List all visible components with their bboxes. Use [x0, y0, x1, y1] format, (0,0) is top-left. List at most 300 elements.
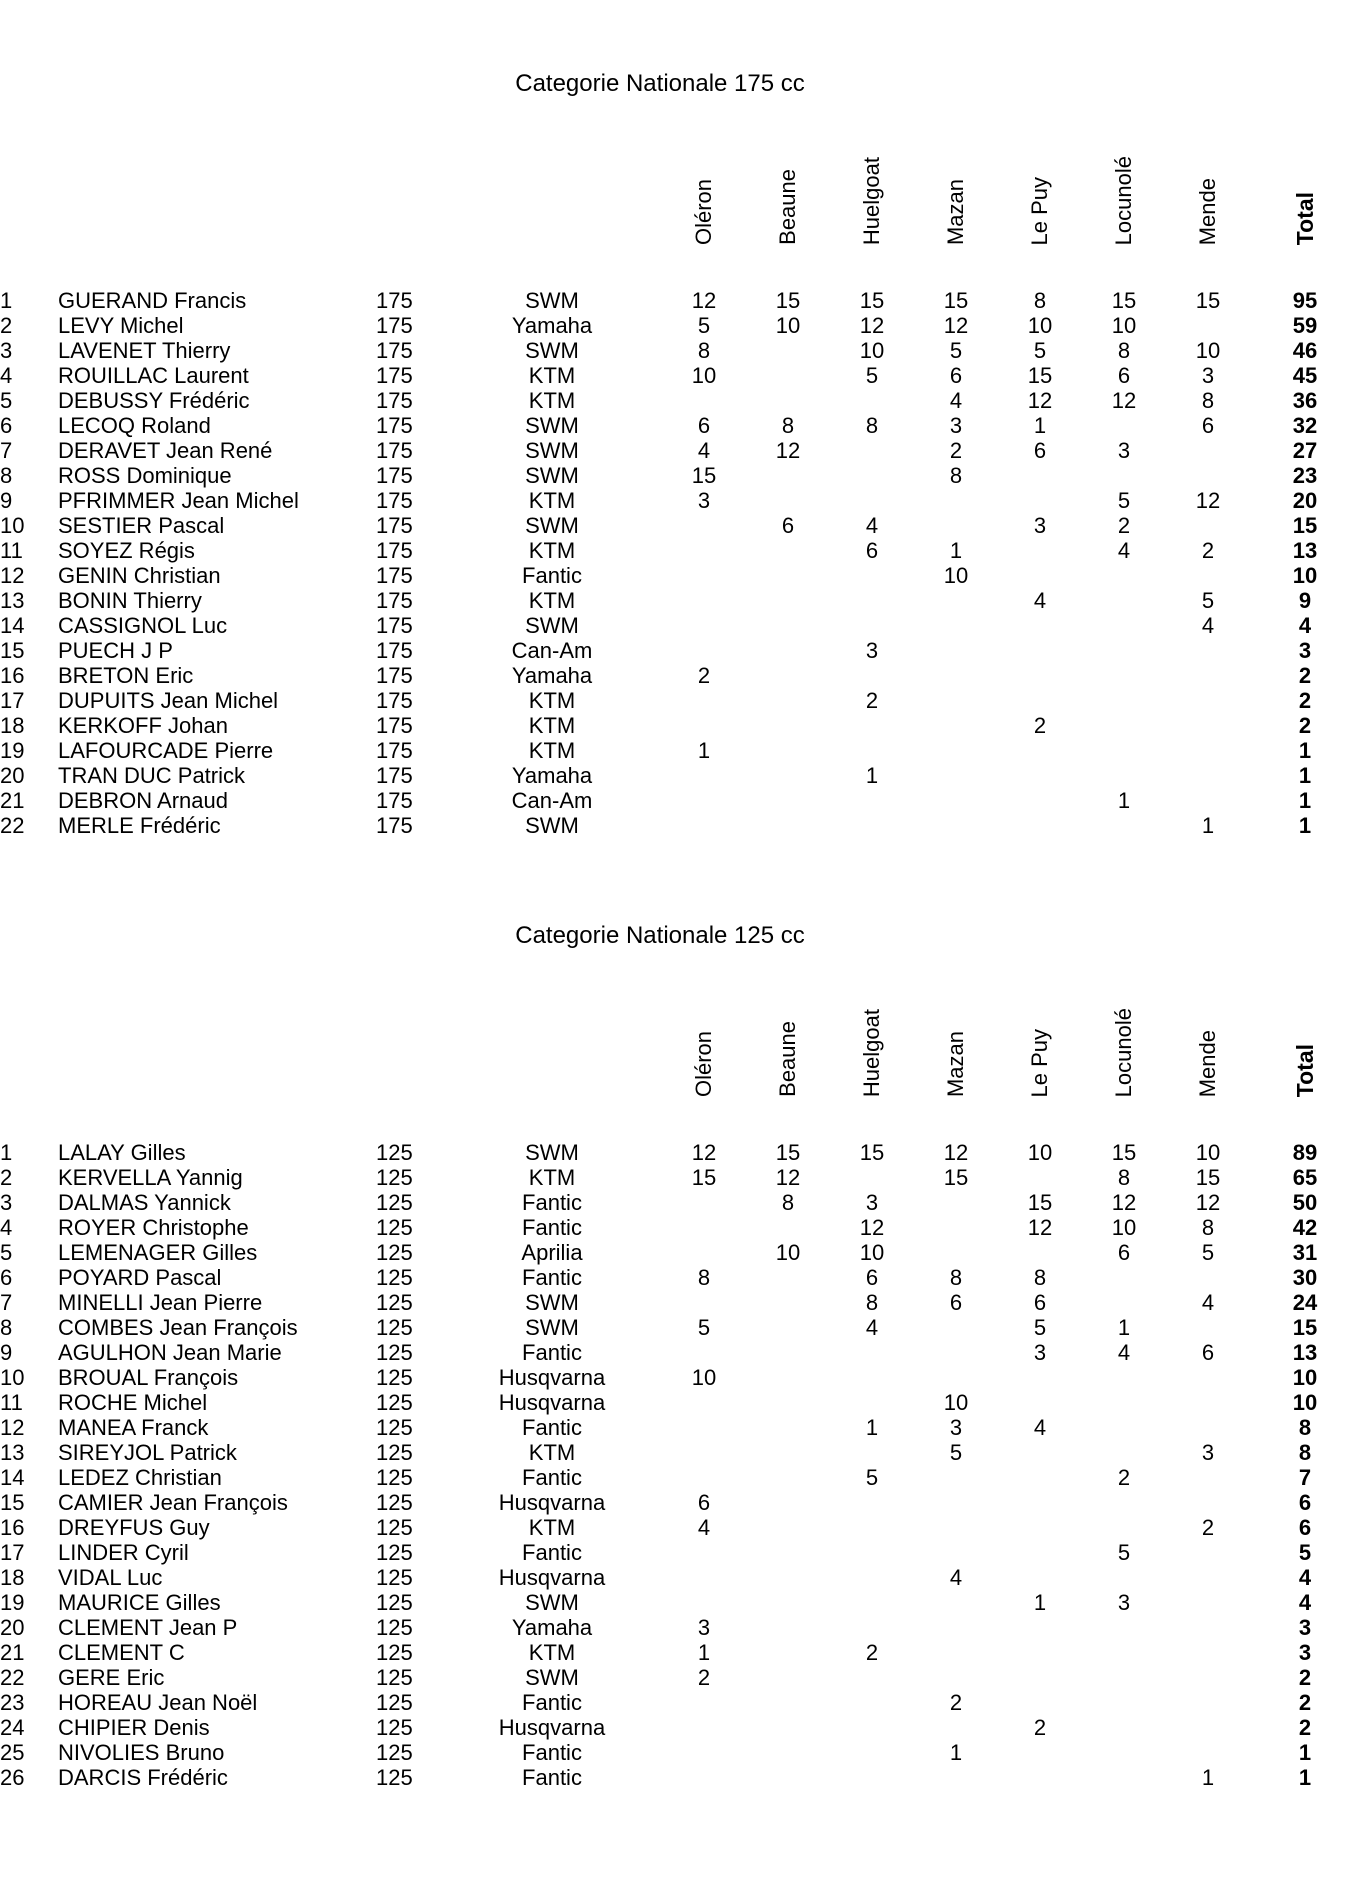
points-cell: 3	[865, 1190, 879, 1215]
points-cell: 5	[697, 1315, 711, 1340]
table-row	[0, 563, 1366, 588]
displacement-cell: 175	[376, 688, 413, 713]
total-cell: 46	[1292, 338, 1318, 363]
displacement-cell: 125	[376, 1415, 413, 1440]
points-cell: 6	[781, 513, 795, 538]
total-cell: 1	[1298, 738, 1312, 763]
points-cell: 4	[1033, 588, 1047, 613]
displacement-cell: 175	[376, 288, 413, 313]
section-title: Categorie Nationale 175 cc	[515, 70, 805, 97]
manufacturer-cell: SWM	[525, 1315, 579, 1340]
points-cell: 6	[1033, 1290, 1047, 1315]
manufacturer-cell: KTM	[528, 588, 576, 613]
points-cell: 5	[1201, 588, 1215, 613]
points-cell: 4	[1117, 1340, 1131, 1365]
rider-name-cell: GERE Eric	[58, 1665, 165, 1690]
points-cell: 10	[943, 1390, 969, 1415]
col-header: Mazan	[943, 1030, 968, 1097]
table-row	[0, 1290, 1366, 1315]
points-cell: 6	[697, 413, 711, 438]
points-cell: 6	[697, 1490, 711, 1515]
rank-cell: 22	[0, 813, 25, 838]
points-cell: 2	[865, 1640, 879, 1665]
rider-name-cell: LAFOURCADE Pierre	[58, 738, 274, 763]
rank-cell: 14	[0, 1465, 25, 1490]
rank-cell: 4	[0, 363, 13, 388]
manufacturer-cell: KTM	[528, 713, 576, 738]
total-cell: 7	[1298, 1465, 1312, 1490]
rider-name-cell: MANEA Franck	[58, 1415, 209, 1440]
points-cell: 1	[1117, 788, 1131, 813]
manufacturer-cell: KTM	[528, 1515, 576, 1540]
rank-cell: 3	[0, 338, 13, 363]
displacement-cell: 125	[376, 1740, 413, 1765]
table-row	[0, 1740, 1366, 1765]
points-cell: 15	[943, 288, 969, 313]
displacement-cell: 125	[376, 1265, 413, 1290]
total-cell: 45	[1292, 363, 1318, 388]
displacement-cell: 125	[376, 1640, 413, 1665]
points-cell: 15	[691, 463, 717, 488]
displacement-cell: 175	[376, 463, 413, 488]
points-cell: 6	[949, 1290, 963, 1315]
points-cell: 15	[1195, 1165, 1221, 1190]
points-cell: 8	[1117, 338, 1131, 363]
rank-cell: 1	[0, 288, 13, 313]
table-row	[0, 1140, 1366, 1165]
table-row	[0, 688, 1366, 713]
table-row	[0, 1690, 1366, 1715]
displacement-cell: 175	[376, 663, 413, 688]
table-row	[0, 1765, 1366, 1790]
table-row	[0, 1715, 1366, 1740]
points-cell: 4	[697, 438, 711, 463]
total-cell: 1	[1298, 1740, 1312, 1765]
table-row	[0, 1415, 1366, 1440]
points-cell: 8	[949, 1265, 963, 1290]
points-cell: 15	[775, 288, 801, 313]
col-header-total: Total	[1291, 191, 1318, 245]
rank-cell: 20	[0, 1615, 25, 1640]
rank-cell: 17	[0, 688, 25, 713]
displacement-cell: 175	[376, 413, 413, 438]
total-cell: 32	[1292, 413, 1318, 438]
points-cell: 15	[1111, 288, 1137, 313]
manufacturer-cell: KTM	[528, 738, 576, 763]
rider-name-cell: SOYEZ Régis	[58, 538, 195, 563]
manufacturer-cell: SWM	[525, 438, 579, 463]
points-cell: 1	[1201, 813, 1215, 838]
table-row	[0, 288, 1366, 313]
table-row	[0, 713, 1366, 738]
points-cell: 12	[691, 288, 717, 313]
rank-cell: 18	[0, 1565, 25, 1590]
table-row	[0, 413, 1366, 438]
col-header: Mende	[1195, 177, 1220, 245]
points-cell: 8	[865, 1290, 879, 1315]
rank-cell: 8	[0, 1315, 13, 1340]
table-row	[0, 538, 1366, 563]
points-cell: 5	[1117, 1540, 1131, 1565]
points-cell: 15	[859, 288, 885, 313]
points-cell: 5	[1033, 338, 1047, 363]
table-row	[0, 813, 1366, 838]
points-cell: 3	[1201, 1440, 1215, 1465]
displacement-cell: 125	[376, 1590, 413, 1615]
points-cell: 8	[1117, 1165, 1131, 1190]
points-cell: 12	[943, 1140, 969, 1165]
table-row	[0, 438, 1366, 463]
total-cell: 89	[1292, 1140, 1318, 1165]
total-cell: 50	[1292, 1190, 1318, 1215]
rank-cell: 2	[0, 313, 13, 338]
displacement-cell: 125	[376, 1190, 413, 1215]
points-cell: 2	[1033, 1715, 1047, 1740]
manufacturer-cell: KTM	[528, 363, 576, 388]
manufacturer-cell: KTM	[528, 1165, 576, 1190]
points-cell: 4	[1033, 1415, 1047, 1440]
total-cell: 3	[1298, 1640, 1312, 1665]
displacement-cell: 175	[376, 713, 413, 738]
displacement-cell: 125	[376, 1240, 413, 1265]
rider-name-cell: ROCHE Michel	[58, 1390, 208, 1415]
points-cell: 8	[697, 338, 711, 363]
rider-name-cell: AGULHON Jean Marie	[58, 1340, 282, 1365]
manufacturer-cell: Husqvarna	[498, 1715, 606, 1740]
displacement-cell: 125	[376, 1615, 413, 1640]
manufacturer-cell: Fantic	[522, 1265, 582, 1290]
manufacturer-cell: KTM	[528, 488, 576, 513]
points-cell: 12	[1111, 1190, 1137, 1215]
points-cell: 15	[691, 1165, 717, 1190]
displacement-cell: 175	[376, 763, 413, 788]
rank-cell: 15	[0, 1490, 25, 1515]
manufacturer-cell: KTM	[528, 538, 576, 563]
displacement-cell: 125	[376, 1315, 413, 1340]
points-cell: 3	[1117, 438, 1131, 463]
rank-cell: 2	[0, 1165, 13, 1190]
points-cell: 6	[1117, 363, 1131, 388]
total-cell: 10	[1292, 563, 1318, 588]
points-cell: 3	[697, 1615, 711, 1640]
points-cell: 4	[1201, 1290, 1215, 1315]
points-cell: 5	[1033, 1315, 1047, 1340]
points-cell: 5	[865, 1465, 879, 1490]
total-cell: 2	[1298, 1715, 1312, 1740]
total-cell: 3	[1298, 1615, 1312, 1640]
displacement-cell: 125	[376, 1515, 413, 1540]
manufacturer-cell: Husqvarna	[498, 1390, 606, 1415]
points-cell: 15	[1027, 1190, 1053, 1215]
points-cell: 4	[865, 1315, 879, 1340]
table-row	[0, 1565, 1366, 1590]
manufacturer-cell: Fantic	[522, 1540, 582, 1565]
col-header: Huelgoat	[859, 1008, 884, 1097]
points-cell: 1	[1033, 1590, 1047, 1615]
points-cell: 6	[949, 363, 963, 388]
points-cell: 12	[1111, 388, 1137, 413]
total-cell: 15	[1292, 1315, 1318, 1340]
points-cell: 6	[1117, 1240, 1131, 1265]
points-cell: 3	[697, 488, 711, 513]
table-row	[0, 638, 1366, 663]
displacement-cell: 175	[376, 363, 413, 388]
rank-cell: 20	[0, 763, 25, 788]
displacement-cell: 175	[376, 613, 413, 638]
points-cell: 8	[865, 413, 879, 438]
displacement-cell: 125	[376, 1565, 413, 1590]
displacement-cell: 125	[376, 1365, 413, 1390]
rank-cell: 1	[0, 1140, 13, 1165]
manufacturer-cell: Fantic	[522, 1190, 582, 1215]
rider-name-cell: HOREAU Jean Noël	[58, 1690, 258, 1715]
displacement-cell: 125	[376, 1440, 413, 1465]
rank-cell: 26	[0, 1765, 25, 1790]
rider-name-cell: GENIN Christian	[58, 563, 221, 588]
points-cell: 3	[1033, 1340, 1047, 1365]
points-cell: 10	[943, 563, 969, 588]
displacement-cell: 175	[376, 813, 413, 838]
manufacturer-cell: Fantic	[522, 1765, 582, 1790]
displacement-cell: 125	[376, 1140, 413, 1165]
points-cell: 12	[859, 1215, 885, 1240]
displacement-cell: 175	[376, 438, 413, 463]
points-cell: 12	[1027, 1215, 1053, 1240]
rank-cell: 11	[0, 538, 23, 563]
total-cell: 8	[1298, 1415, 1312, 1440]
points-cell: 10	[775, 1240, 801, 1265]
displacement-cell: 175	[376, 638, 413, 663]
total-cell: 15	[1292, 513, 1318, 538]
table-row	[0, 1365, 1366, 1390]
rank-cell: 10	[0, 1365, 25, 1390]
table-row	[0, 1515, 1366, 1540]
total-cell: 6	[1298, 1515, 1312, 1540]
rider-name-cell: COMBES Jean François	[58, 1315, 298, 1340]
total-cell: 6	[1298, 1490, 1312, 1515]
total-cell: 13	[1292, 538, 1318, 563]
points-cell: 10	[859, 338, 885, 363]
total-cell: 42	[1292, 1215, 1318, 1240]
rank-cell: 16	[0, 663, 25, 688]
points-cell: 3	[1117, 1590, 1131, 1615]
rider-name-cell: BONIN Thierry	[58, 588, 202, 613]
total-cell: 13	[1292, 1340, 1318, 1365]
points-cell: 10	[1111, 313, 1137, 338]
points-cell: 12	[775, 1165, 801, 1190]
col-header: Locunolé	[1111, 155, 1136, 245]
table-row	[0, 463, 1366, 488]
table-row	[0, 388, 1366, 413]
manufacturer-cell: SWM	[525, 288, 579, 313]
table-row	[0, 1590, 1366, 1615]
total-cell: 4	[1298, 1565, 1312, 1590]
points-cell: 12	[691, 1140, 717, 1165]
table-row	[0, 1440, 1366, 1465]
rank-cell: 8	[0, 463, 13, 488]
rider-name-cell: KERVELLA Yannig	[58, 1165, 243, 1190]
points-cell: 5	[1201, 1240, 1215, 1265]
rider-name-cell: BROUAL François	[58, 1365, 239, 1390]
table-row	[0, 1640, 1366, 1665]
total-cell: 1	[1298, 788, 1312, 813]
rank-cell: 7	[0, 1290, 13, 1315]
rank-cell: 4	[0, 1215, 13, 1240]
manufacturer-cell: SWM	[525, 1140, 579, 1165]
total-cell: 2	[1298, 663, 1312, 688]
rider-name-cell: SESTIER Pascal	[58, 513, 225, 538]
rank-cell: 13	[0, 588, 25, 613]
points-cell: 6	[1033, 438, 1047, 463]
points-cell: 8	[1201, 388, 1215, 413]
manufacturer-cell: Husqvarna	[498, 1565, 606, 1590]
points-cell: 3	[1033, 513, 1047, 538]
table-row	[0, 613, 1366, 638]
col-header: Oléron	[691, 178, 716, 245]
total-cell: 10	[1292, 1365, 1318, 1390]
manufacturer-cell: Yamaha	[511, 763, 593, 788]
rank-cell: 21	[0, 788, 25, 813]
total-cell: 36	[1292, 388, 1318, 413]
rank-cell: 16	[0, 1515, 25, 1540]
total-cell: 2	[1298, 713, 1312, 738]
table-row	[0, 1315, 1366, 1340]
manufacturer-cell: SWM	[525, 463, 579, 488]
points-cell: 2	[697, 1665, 711, 1690]
table-row	[0, 1490, 1366, 1515]
rider-name-cell: MAURICE Gilles	[58, 1590, 221, 1615]
rank-cell: 19	[0, 738, 25, 763]
rider-name-cell: LINDER Cyril	[58, 1540, 189, 1565]
total-cell: 23	[1292, 463, 1318, 488]
col-header: Le Puy	[1027, 176, 1052, 245]
points-cell: 6	[1201, 1340, 1215, 1365]
rider-name-cell: POYARD Pascal	[58, 1265, 222, 1290]
points-cell: 5	[949, 338, 963, 363]
total-cell: 20	[1292, 488, 1318, 513]
rank-cell: 25	[0, 1740, 25, 1765]
rider-name-cell: VIDAL Luc	[58, 1565, 163, 1590]
points-cell: 8	[1033, 1265, 1047, 1290]
manufacturer-cell: Fantic	[522, 1740, 582, 1765]
points-cell: 1	[1117, 1315, 1131, 1340]
table-row	[0, 488, 1366, 513]
manufacturer-cell: SWM	[525, 1590, 579, 1615]
total-cell: 4	[1298, 613, 1312, 638]
points-cell: 3	[949, 413, 963, 438]
rank-cell: 5	[0, 388, 13, 413]
col-header: Mende	[1195, 1029, 1220, 1097]
points-cell: 4	[1201, 613, 1215, 638]
col-header: Huelgoat	[859, 156, 884, 245]
points-cell: 10	[1195, 1140, 1221, 1165]
points-cell: 15	[1027, 363, 1053, 388]
manufacturer-cell: Can-Am	[511, 788, 593, 813]
rider-name-cell: CHIPIER Denis	[58, 1715, 210, 1740]
manufacturer-cell: SWM	[525, 1290, 579, 1315]
rank-cell: 11	[0, 1390, 23, 1415]
displacement-cell: 125	[376, 1715, 413, 1740]
rider-name-cell: DALMAS Yannick	[58, 1190, 231, 1215]
rank-cell: 5	[0, 1240, 13, 1265]
points-cell: 4	[949, 388, 963, 413]
points-cell: 3	[865, 638, 879, 663]
points-cell: 2	[949, 438, 963, 463]
table-row	[0, 338, 1366, 363]
rider-name-cell: CLEMENT C	[58, 1640, 185, 1665]
manufacturer-cell: Fantic	[522, 1340, 582, 1365]
manufacturer-cell: SWM	[525, 513, 579, 538]
points-cell: 4	[949, 1565, 963, 1590]
rank-cell: 14	[0, 613, 25, 638]
table-row	[0, 1390, 1366, 1415]
points-cell: 1	[949, 1740, 963, 1765]
displacement-cell: 125	[376, 1665, 413, 1690]
section-title: Categorie Nationale 125 cc	[515, 922, 805, 949]
col-header-total: Total	[1291, 1043, 1318, 1097]
table-row	[0, 1465, 1366, 1490]
points-cell: 6	[1201, 413, 1215, 438]
manufacturer-cell: KTM	[528, 388, 576, 413]
points-cell: 2	[1117, 1465, 1131, 1490]
rank-cell: 22	[0, 1665, 25, 1690]
rider-name-cell: LECOQ Roland	[58, 413, 211, 438]
displacement-cell: 175	[376, 388, 413, 413]
points-cell: 15	[859, 1140, 885, 1165]
points-cell: 8	[1033, 288, 1047, 313]
rider-name-cell: MINELLI Jean Pierre	[58, 1290, 263, 1315]
total-cell: 1	[1298, 1765, 1312, 1790]
rank-cell: 12	[0, 1415, 25, 1440]
rider-name-cell: LEVY Michel	[58, 313, 184, 338]
rider-name-cell: DARCIS Frédéric	[58, 1765, 228, 1790]
rank-cell: 10	[0, 513, 25, 538]
points-cell: 8	[949, 463, 963, 488]
table-row	[0, 1215, 1366, 1240]
manufacturer-cell: SWM	[525, 1665, 579, 1690]
rank-cell: 3	[0, 1190, 13, 1215]
points-cell: 10	[859, 1240, 885, 1265]
total-cell: 8	[1298, 1440, 1312, 1465]
manufacturer-cell: Aprilia	[521, 1240, 583, 1265]
displacement-cell: 175	[376, 563, 413, 588]
manufacturer-cell: Yamaha	[511, 1615, 593, 1640]
rank-cell: 6	[0, 1265, 13, 1290]
manufacturer-cell: SWM	[525, 813, 579, 838]
manufacturer-cell: KTM	[528, 1640, 576, 1665]
points-cell: 2	[1033, 713, 1047, 738]
total-cell: 24	[1292, 1290, 1318, 1315]
displacement-cell: 125	[376, 1765, 413, 1790]
rider-name-cell: LAVENET Thierry	[58, 338, 231, 363]
table-row	[0, 1265, 1366, 1290]
rank-cell: 6	[0, 413, 13, 438]
displacement-cell: 175	[376, 538, 413, 563]
table-row	[0, 513, 1366, 538]
points-cell: 8	[781, 1190, 795, 1215]
points-cell: 2	[865, 688, 879, 713]
points-cell: 5	[865, 363, 879, 388]
manufacturer-cell: Yamaha	[511, 313, 593, 338]
displacement-cell: 125	[376, 1690, 413, 1715]
points-cell: 10	[691, 1365, 717, 1390]
rider-name-cell: CLEMENT Jean P	[58, 1615, 238, 1640]
total-cell: 2	[1298, 1665, 1312, 1690]
table-row	[0, 313, 1366, 338]
points-cell: 15	[1195, 288, 1221, 313]
rider-name-cell: NIVOLIES Bruno	[58, 1740, 225, 1765]
manufacturer-cell: Husqvarna	[498, 1365, 606, 1390]
